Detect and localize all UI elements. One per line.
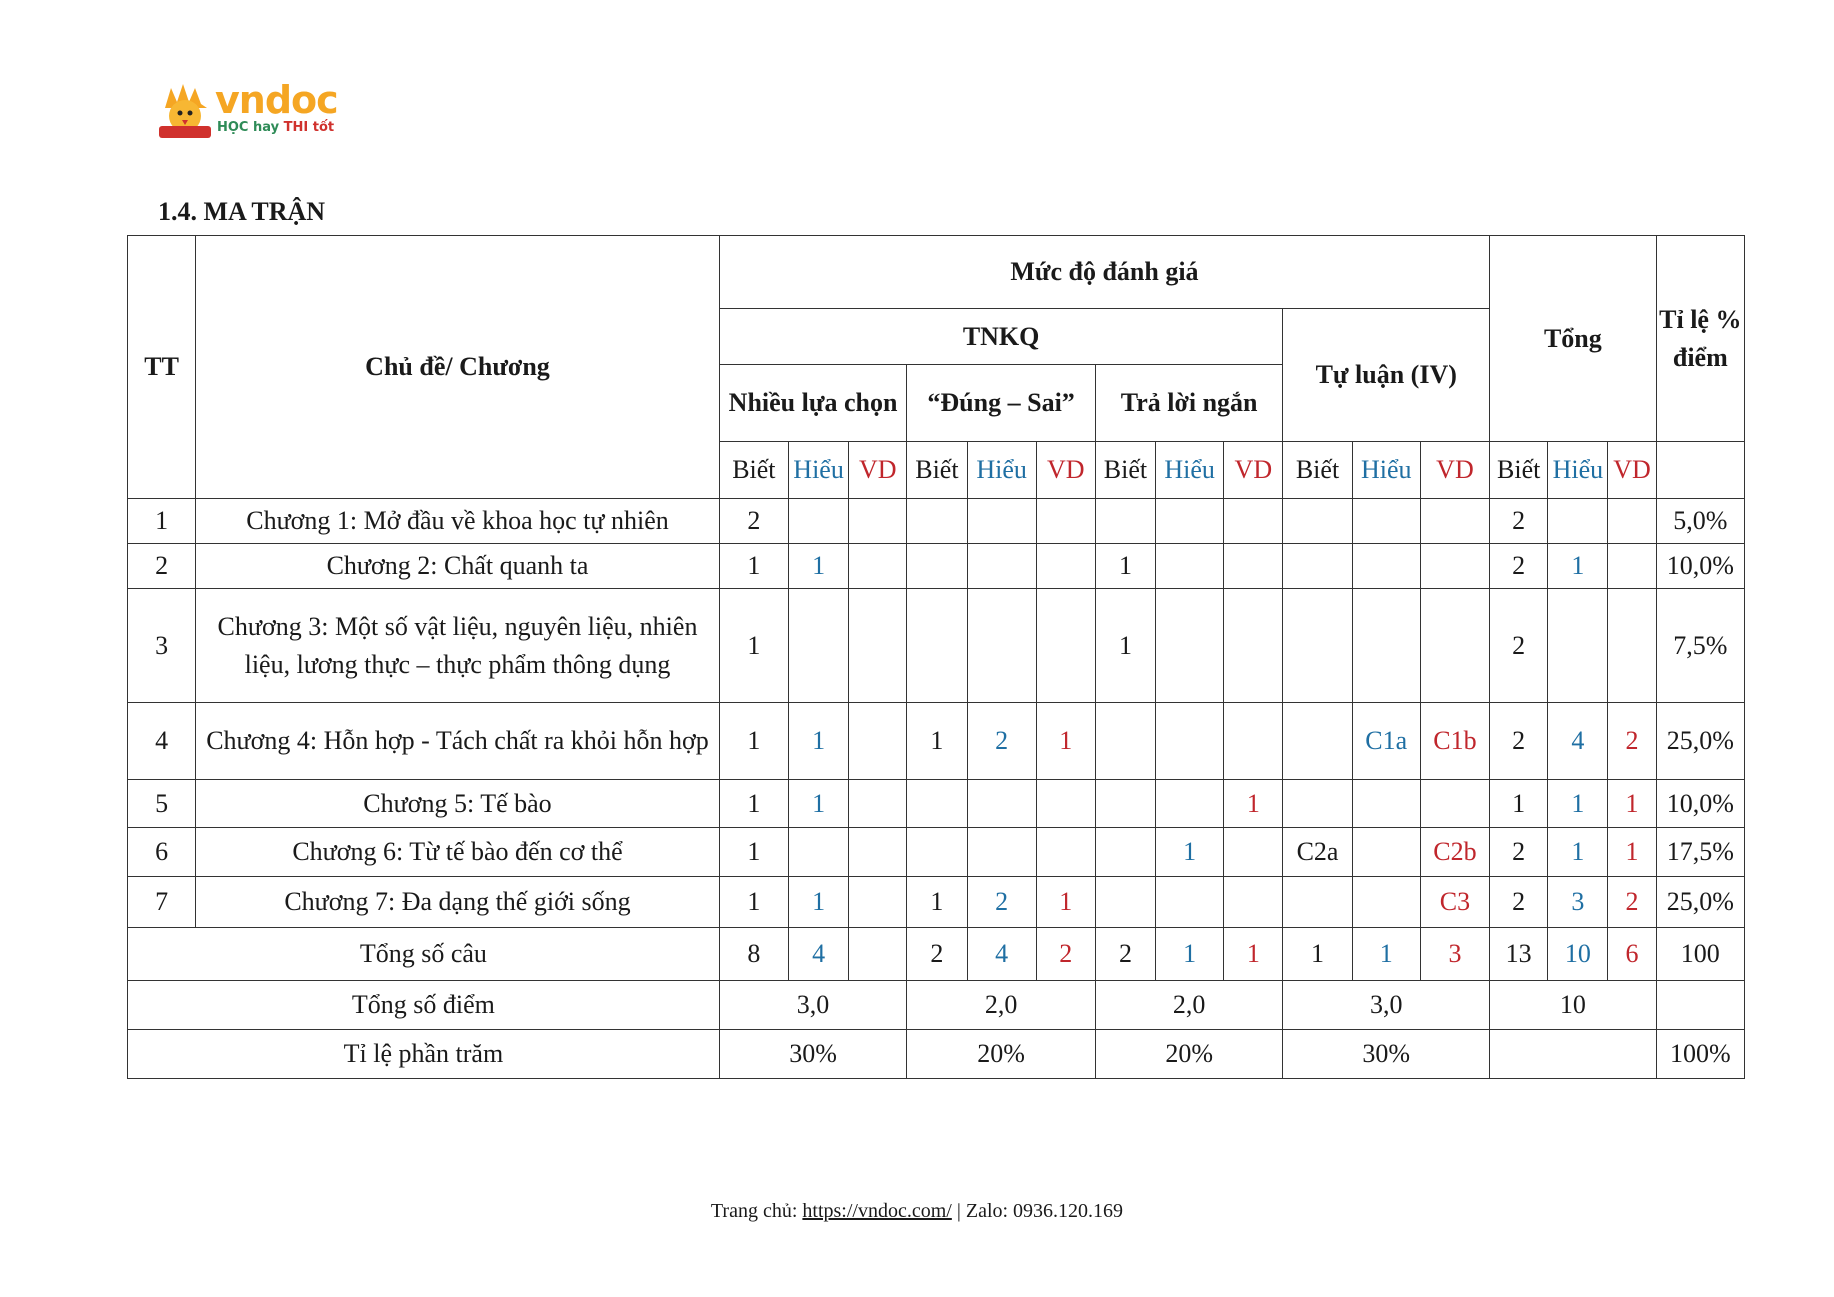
row-cell	[1224, 703, 1283, 780]
chapter-row	[128, 877, 1745, 928]
percent-tong	[1490, 1030, 1657, 1079]
section-title: 1.4. MA TRẬN	[158, 197, 326, 226]
row-cell	[1352, 780, 1420, 828]
row-percentage: 5,0%	[1656, 499, 1744, 544]
chapter-row	[128, 589, 1745, 703]
row-cell: 1	[1548, 544, 1608, 589]
total-cell: 8	[719, 928, 788, 981]
row-cell	[1608, 589, 1656, 703]
row-number: 5	[128, 780, 196, 828]
row-cell	[1095, 877, 1155, 928]
total-cell: 1	[1156, 928, 1224, 981]
row-cell: 1	[719, 544, 788, 589]
total-cell	[849, 928, 907, 981]
row-cell: 4	[1548, 703, 1608, 780]
total-cell: 1	[1224, 928, 1283, 981]
row-cell: 1	[1224, 780, 1283, 828]
row-cell: C2b	[1420, 828, 1489, 877]
total-cell: 4	[788, 928, 848, 981]
row-cell	[1283, 544, 1352, 589]
row-cell: 1	[788, 877, 848, 928]
row-cell	[1224, 499, 1283, 544]
row-number: 1	[128, 499, 196, 544]
row-percentage: 25,0%	[1656, 703, 1744, 780]
level-vd: VD	[849, 442, 907, 499]
points-nhieu-lua-chon: 3,0	[719, 981, 907, 1030]
chapter-row	[128, 780, 1745, 828]
row-cell: 2	[967, 703, 1036, 780]
row-cell: 1	[719, 589, 788, 703]
row-cell	[1283, 589, 1352, 703]
row-cell	[849, 703, 907, 780]
row-topic: Chương 2: Chất quanh ta	[196, 544, 720, 589]
row-cell	[1036, 544, 1095, 589]
row-cell	[1420, 544, 1489, 589]
row-cell	[907, 499, 967, 544]
total-points-label: Tổng số điểm	[128, 981, 720, 1030]
level-biet: Biết	[1095, 442, 1155, 499]
row-cell: 1	[907, 703, 967, 780]
row-number: 2	[128, 544, 196, 589]
row-cell: 2	[967, 877, 1036, 928]
level-hieu: Hiểu	[967, 442, 1036, 499]
chapter-row	[128, 828, 1745, 877]
row-cell	[1036, 589, 1095, 703]
header-tt: TT	[128, 236, 196, 499]
row-topic: Chương 5: Tế bào	[196, 780, 720, 828]
row-cell	[1156, 703, 1224, 780]
row-cell: 2	[1490, 877, 1548, 928]
row-cell	[1420, 589, 1489, 703]
row-cell: C1a	[1352, 703, 1420, 780]
row-cell: 1	[1608, 780, 1656, 828]
row-cell	[1283, 499, 1352, 544]
row-cell	[1224, 544, 1283, 589]
row-cell	[1095, 499, 1155, 544]
row-cell: 2	[1608, 703, 1656, 780]
level-vd: VD	[1608, 442, 1656, 499]
row-cell: 1	[1036, 877, 1095, 928]
row-cell	[907, 589, 967, 703]
logo-wordmark: vndoc	[215, 78, 338, 122]
total-cell: 13	[1490, 928, 1548, 981]
row-cell: 1	[719, 703, 788, 780]
row-cell	[1224, 589, 1283, 703]
row-cell: 1	[907, 877, 967, 928]
total-cell: 1	[1352, 928, 1420, 981]
level-hieu: Hiểu	[1548, 442, 1608, 499]
chapter-row	[128, 703, 1745, 780]
points-tu-luan: 3,0	[1283, 981, 1490, 1030]
total-questions-label: Tổng số câu	[128, 928, 720, 981]
row-cell	[1352, 877, 1420, 928]
total-cell: 4	[967, 928, 1036, 981]
row-cell: 1	[788, 780, 848, 828]
percent-nhieu-lua-chon: 30%	[719, 1030, 907, 1079]
row-cell: 2	[1490, 589, 1548, 703]
level-hieu: Hiểu	[1352, 442, 1420, 499]
row-cell	[788, 589, 848, 703]
level-biet: Biết	[1283, 442, 1352, 499]
percentage-row	[128, 1030, 1745, 1079]
footer-homepage-link[interactable]: https://vndoc.com/	[802, 1200, 952, 1222]
row-cell	[967, 828, 1036, 877]
row-cell: 1	[1095, 544, 1155, 589]
row-cell	[1420, 499, 1489, 544]
row-cell	[1156, 544, 1224, 589]
row-cell: 2	[1608, 877, 1656, 928]
points-tra-loi-ngan: 2,0	[1095, 981, 1283, 1030]
row-cell	[967, 499, 1036, 544]
total-cell: 2	[1095, 928, 1155, 981]
points-ti-le	[1656, 981, 1744, 1030]
total-cell: 100	[1656, 928, 1744, 981]
row-cell	[788, 828, 848, 877]
row-cell	[907, 828, 967, 877]
row-cell	[1156, 780, 1224, 828]
percent-tra-loi-ngan: 20%	[1095, 1030, 1283, 1079]
row-cell: 2	[1490, 828, 1548, 877]
row-cell: C2a	[1283, 828, 1352, 877]
row-cell	[1224, 877, 1283, 928]
row-cell	[1352, 828, 1420, 877]
row-percentage: 10,0%	[1656, 780, 1744, 828]
row-cell: 1	[1548, 780, 1608, 828]
row-cell	[907, 544, 967, 589]
row-number: 7	[128, 877, 196, 928]
row-cell: 1	[719, 877, 788, 928]
percent-ti-le: 100%	[1656, 1030, 1744, 1079]
row-cell	[849, 544, 907, 589]
row-cell	[1283, 877, 1352, 928]
row-cell: 1	[788, 703, 848, 780]
row-cell: 1	[719, 828, 788, 877]
row-cell: 2	[719, 499, 788, 544]
chapter-row	[128, 544, 1745, 589]
level-vd: VD	[1036, 442, 1095, 499]
row-cell	[1548, 499, 1608, 544]
level-vd: VD	[1420, 442, 1489, 499]
row-cell	[1352, 589, 1420, 703]
total-cell: 6	[1608, 928, 1656, 981]
row-cell	[1352, 499, 1420, 544]
total-questions-row	[128, 928, 1745, 981]
row-topic: Chương 6: Từ tế bào đến cơ thể	[196, 828, 720, 877]
row-percentage: 17,5%	[1656, 828, 1744, 877]
row-cell: 1	[1095, 589, 1155, 703]
level-biet: Biết	[907, 442, 967, 499]
row-cell	[907, 780, 967, 828]
row-cell: C1b	[1420, 703, 1489, 780]
rooster-logo-icon	[157, 78, 213, 140]
row-cell: 1	[1490, 780, 1548, 828]
total-cell: 2	[1036, 928, 1095, 981]
level-hieu: Hiểu	[1156, 442, 1224, 499]
row-number: 3	[128, 589, 196, 703]
row-topic: Chương 3: Một số vật liệu, nguyên liệu, nhiên liệu, lương thực – thực phẩm thông dụng	[196, 589, 720, 703]
row-cell	[967, 589, 1036, 703]
row-cell	[967, 544, 1036, 589]
row-cell	[1095, 703, 1155, 780]
footer-zalo: | Zalo: 0936.120.169	[951, 1200, 1124, 1222]
percent-dung-sai: 20%	[907, 1030, 1096, 1079]
row-cell	[1420, 780, 1489, 828]
level-vd: VD	[1224, 442, 1283, 499]
row-cell: 2	[1490, 544, 1548, 589]
row-cell: 2	[1490, 703, 1548, 780]
chapter-row	[128, 499, 1745, 544]
row-percentage: 25,0%	[1656, 877, 1744, 928]
row-cell	[1156, 877, 1224, 928]
row-cell: 3	[1548, 877, 1608, 928]
row-cell	[1608, 544, 1656, 589]
level-hieu: Hiểu	[788, 442, 848, 499]
row-cell	[1036, 780, 1095, 828]
row-cell: 1	[788, 544, 848, 589]
row-cell	[1224, 828, 1283, 877]
header-tu-luan: Tự luận (IV)	[1283, 309, 1490, 442]
row-cell	[1095, 780, 1155, 828]
total-points-row	[128, 981, 1745, 1030]
row-cell: 1	[1548, 828, 1608, 877]
row-cell	[1156, 499, 1224, 544]
level-empty	[1656, 442, 1744, 499]
total-cell: 10	[1548, 928, 1608, 981]
row-cell	[1036, 499, 1095, 544]
total-cell: 2	[907, 928, 967, 981]
row-cell	[849, 828, 907, 877]
row-cell	[788, 499, 848, 544]
row-cell: 1	[719, 780, 788, 828]
points-dung-sai: 2,0	[907, 981, 1096, 1030]
row-cell: 1	[1156, 828, 1224, 877]
page-footer	[0, 1198, 1834, 1224]
row-number: 4	[128, 703, 196, 780]
header-tnkq: TNKQ	[719, 309, 1283, 365]
row-cell	[1036, 828, 1095, 877]
row-topic: Chương 1: Mở đầu về khoa học tự nhiên	[196, 499, 720, 544]
row-cell	[1095, 828, 1155, 877]
row-cell	[849, 877, 907, 928]
row-cell	[1283, 703, 1352, 780]
row-cell	[1283, 780, 1352, 828]
row-cell: 1	[1608, 828, 1656, 877]
total-cell: 3	[1420, 928, 1489, 981]
assessment-matrix-table	[127, 235, 1745, 1079]
logo-tagline: HỌC hay THI tốt	[217, 120, 335, 135]
points-tong: 10	[1490, 981, 1657, 1030]
row-cell	[849, 499, 907, 544]
row-cell: 1	[1036, 703, 1095, 780]
row-cell	[967, 780, 1036, 828]
total-cell: 1	[1283, 928, 1352, 981]
row-topic: Chương 7: Đa dạng thế giới sống	[196, 877, 720, 928]
footer-prefix: Trang chủ:	[710, 1200, 803, 1222]
row-cell	[1352, 544, 1420, 589]
header-tra-loi-ngan: Trả lời ngắn	[1095, 365, 1283, 442]
row-cell	[1608, 499, 1656, 544]
header-tong: Tổng	[1490, 236, 1657, 442]
percent-tu-luan: 30%	[1283, 1030, 1490, 1079]
header-muc-do-danh-gia: Mức độ đánh giá	[719, 236, 1489, 309]
row-cell	[849, 589, 907, 703]
row-cell	[849, 780, 907, 828]
header-ti-le: Tỉ lệ % điểm	[1656, 236, 1744, 442]
row-cell: 2	[1490, 499, 1548, 544]
level-biet: Biết	[1490, 442, 1548, 499]
percentage-label: Tỉ lệ phần trăm	[128, 1030, 720, 1079]
header-dung-sai: “Đúng – Sai”	[907, 365, 1096, 442]
row-percentage: 10,0%	[1656, 544, 1744, 589]
header-nhieu-lua-chon: Nhiều lựa chọn	[719, 365, 907, 442]
row-topic: Chương 4: Hỗn hợp - Tách chất ra khỏi hỗn hợp	[196, 703, 720, 780]
row-cell: C3	[1420, 877, 1489, 928]
row-number: 6	[128, 828, 196, 877]
row-percentage: 7,5%	[1656, 589, 1744, 703]
header-topic: Chủ đề/ Chương	[196, 236, 720, 499]
level-biet: Biết	[719, 442, 788, 499]
row-cell	[1548, 589, 1608, 703]
vndoc-logo	[157, 78, 397, 144]
row-cell	[1156, 589, 1224, 703]
